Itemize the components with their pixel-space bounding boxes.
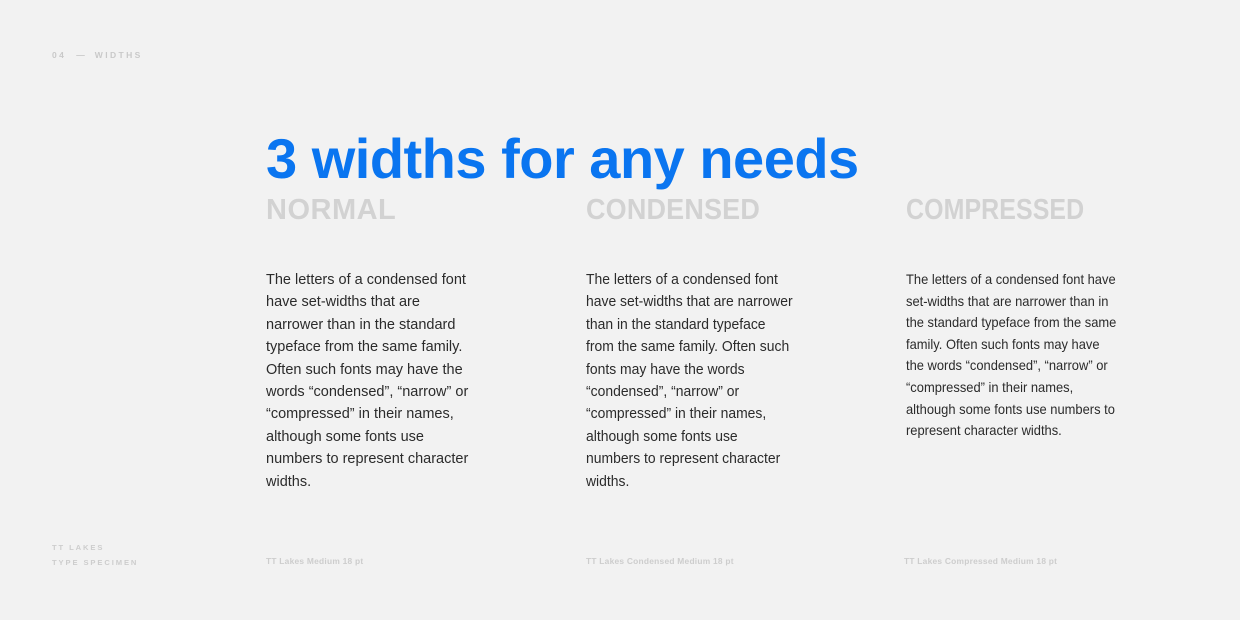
column-heading: NORMAL xyxy=(266,194,397,226)
column-heading: COMPRESSED xyxy=(906,194,1085,226)
footer-caption-normal: TT Lakes Medium 18 pt xyxy=(266,556,364,566)
column-body: The letters of a condensed font have set-widths that are narrower than in the standard typeface from the same family. Often such fonts may have the words “condensed”, “narrow” or “compressed” in their names, although some fonts use numbers to represent character widths. xyxy=(266,272,469,490)
page-number: 04 xyxy=(52,50,67,60)
page-title: 3 widths for any needs xyxy=(266,126,859,190)
footer-caption-condensed: TT Lakes Condensed Medium 18 pt xyxy=(586,556,734,566)
width-columns xyxy=(266,196,1186,493)
column-body: The letters of a condensed font have set-widths that are narrower than in the standard typeface from the same family. Often such fonts may have the words “condensed”, “narrow” or “compressed” in their names, although some fonts use numbers to represent character widths. xyxy=(586,272,793,490)
section-label: WIDTHS xyxy=(94,50,143,60)
column-condensed xyxy=(586,196,906,493)
column-heading: CONDENSED xyxy=(586,194,761,226)
footer-brand-line1: TT LAKES xyxy=(52,543,105,552)
slide-header xyxy=(52,50,143,60)
header-dash: — xyxy=(76,50,85,60)
footer-caption-compressed: TT Lakes Compressed Medium 18 pt xyxy=(904,556,1058,566)
column-body: The letters of a condensed font have set-widths that are narrower than in the standard typeface from the same family. Often such fonts may have the words “condensed”, “narrow” or “compressed” in their names, although some fonts use numbers to represent character widths. xyxy=(906,272,1117,439)
footer-brand xyxy=(52,540,138,570)
column-compressed xyxy=(906,196,1186,493)
footer-brand-line2: TYPE SPECIMEN xyxy=(52,558,139,567)
column-normal xyxy=(266,196,586,493)
